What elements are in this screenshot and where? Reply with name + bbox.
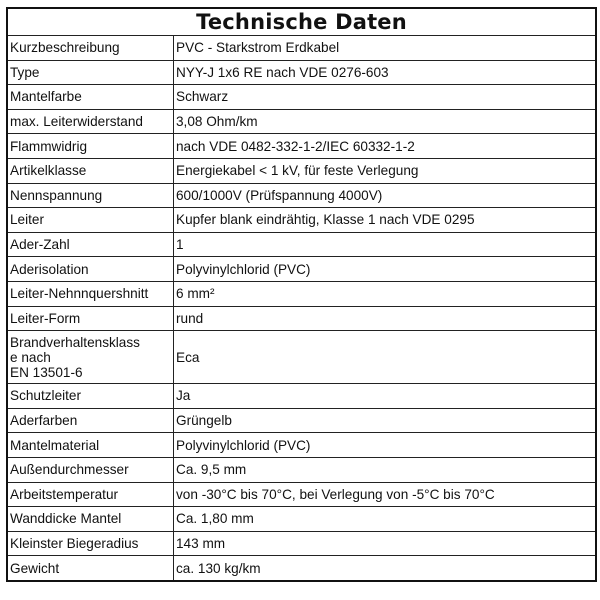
row-value: Polyvinylchlorid (PVC) — [174, 257, 597, 282]
table-row — [7, 158, 596, 183]
row-value: ca. 130 kg/km — [174, 556, 597, 581]
row-key: Kleinster Biegeradius — [7, 531, 174, 556]
row-value: Kupfer blank eindrähtig, Klasse 1 nach VDE 0295 — [174, 208, 597, 233]
row-key: Arbeitstemperatur — [7, 482, 174, 507]
row-value: 600/1000V (Prüfspannung 4000V) — [174, 183, 597, 208]
row-key: Kurzbeschreibung — [7, 36, 174, 61]
row-key: Wanddicke Mantel — [7, 507, 174, 532]
row-key: Artikelklasse — [7, 158, 174, 183]
row-key: Ader-Zahl — [7, 232, 174, 257]
row-key-line: Brandverhaltensklass — [10, 334, 140, 350]
row-value: Grüngelb — [174, 408, 597, 433]
table-row — [7, 134, 596, 159]
table-row — [7, 457, 596, 482]
row-key: Aderfarben — [7, 408, 174, 433]
row-key — [7, 331, 174, 384]
table-row — [7, 384, 596, 409]
row-value: Polyvinylchlorid (PVC) — [174, 433, 597, 458]
table-row — [7, 306, 596, 331]
table-row — [7, 433, 596, 458]
row-key: Leiter — [7, 208, 174, 233]
row-key-line: EN 13501-6 — [10, 364, 83, 380]
table-row — [7, 85, 596, 110]
row-value: 1 — [174, 232, 597, 257]
row-value: Eca — [174, 331, 597, 384]
table-row — [7, 556, 596, 581]
row-value: 6 mm² — [174, 281, 597, 306]
table-row — [7, 183, 596, 208]
row-value: nach VDE 0482-332-1-2/IEC 60332-1-2 — [174, 134, 597, 159]
row-key: Nennspannung — [7, 183, 174, 208]
row-value: Ja — [174, 384, 597, 409]
table-row — [7, 281, 596, 306]
title-row — [7, 8, 596, 36]
table-row — [7, 482, 596, 507]
table-row — [7, 60, 596, 85]
row-key: Gewicht — [7, 556, 174, 581]
row-value: 143 mm — [174, 531, 597, 556]
row-value: Ca. 1,80 mm — [174, 507, 597, 532]
table-row — [7, 109, 596, 134]
row-key: Aderisolation — [7, 257, 174, 282]
table-row — [7, 331, 596, 384]
table-row — [7, 208, 596, 233]
row-key: Leiter-Nehnnquershnitt — [7, 281, 174, 306]
row-value: PVC - Starkstrom Erdkabel — [174, 36, 597, 61]
row-key-line: e nach — [10, 349, 51, 365]
row-key: Leiter-Form — [7, 306, 174, 331]
row-key: max. Leiterwiderstand — [7, 109, 174, 134]
row-value: Schwarz — [174, 85, 597, 110]
row-key: Schutzleiter — [7, 384, 174, 409]
row-value: von -30°C bis 70°C, bei Verlegung von -5°C bis 70°C — [174, 482, 597, 507]
row-key: Außendurchmesser — [7, 457, 174, 482]
table-row — [7, 507, 596, 532]
table-row — [7, 36, 596, 61]
row-key: Mantelmaterial — [7, 433, 174, 458]
table-row — [7, 408, 596, 433]
row-key: Mantelfarbe — [7, 85, 174, 110]
technical-data-table — [6, 7, 597, 582]
row-key: Flammwidrig — [7, 134, 174, 159]
table-row — [7, 531, 596, 556]
row-value: Ca. 9,5 mm — [174, 457, 597, 482]
row-key: Type — [7, 60, 174, 85]
row-value: Energiekabel < 1 kV, für feste Verlegung — [174, 158, 597, 183]
row-value: 3,08 Ohm/km — [174, 109, 597, 134]
row-value: rund — [174, 306, 597, 331]
table-title: Technische Daten — [7, 8, 596, 36]
table-row — [7, 257, 596, 282]
table-row — [7, 232, 596, 257]
row-value: NYY-J 1x6 RE nach VDE 0276-603 — [174, 60, 597, 85]
